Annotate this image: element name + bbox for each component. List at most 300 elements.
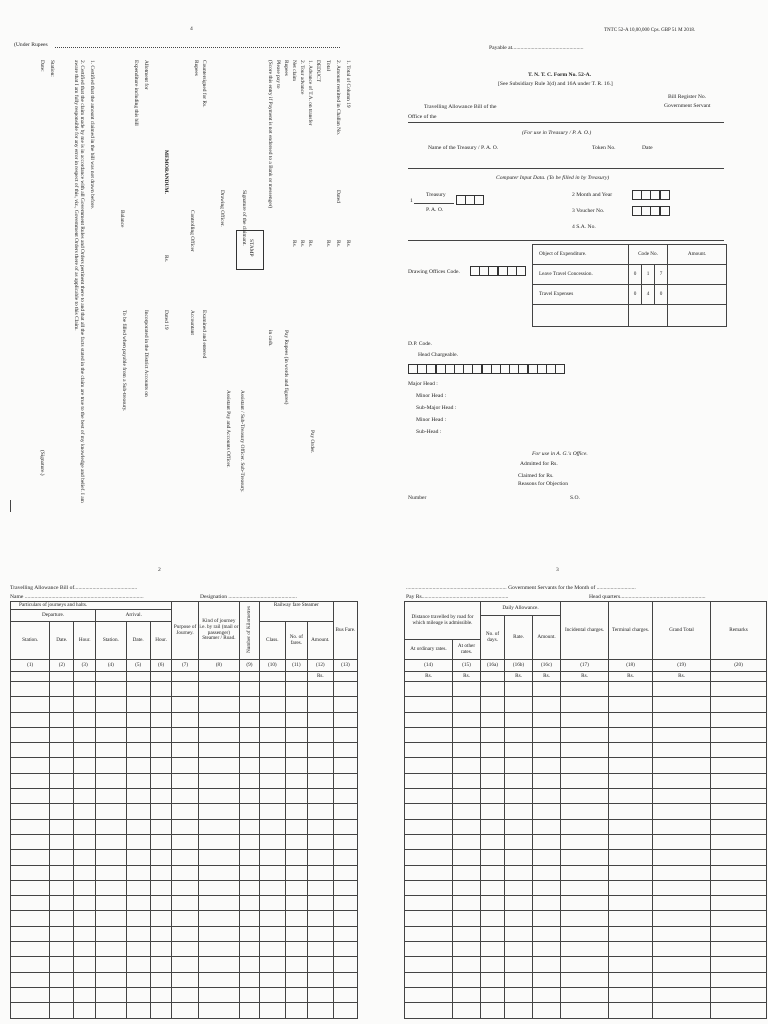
- entry-cell[interactable]: [74, 834, 96, 849]
- te-amount[interactable]: [668, 285, 727, 305]
- entry-cell[interactable]: [405, 942, 453, 957]
- entry-cell[interactable]: [561, 727, 609, 742]
- entry-cell[interactable]: [481, 865, 505, 880]
- entry-cell[interactable]: [307, 712, 333, 727]
- entry-cell[interactable]: [333, 850, 357, 865]
- entry-cell[interactable]: [172, 727, 198, 742]
- entry-cell[interactable]: [259, 682, 285, 697]
- entry-cell[interactable]: [126, 1003, 150, 1018]
- entry-cell[interactable]: [333, 834, 357, 849]
- entry-cell[interactable]: [259, 1003, 285, 1018]
- entry-cell[interactable]: [711, 743, 767, 758]
- entry-cell[interactable]: [50, 880, 74, 895]
- entry-cell[interactable]: [11, 957, 50, 972]
- entry-cell[interactable]: [285, 865, 307, 880]
- entry-cell[interactable]: [533, 712, 561, 727]
- entry-cell[interactable]: [481, 880, 505, 895]
- entry-cell[interactable]: [307, 987, 333, 1002]
- entry-cell[interactable]: [711, 712, 767, 727]
- entry-cell[interactable]: [453, 682, 481, 697]
- entry-cell[interactable]: [505, 712, 533, 727]
- entry-cell[interactable]: [711, 773, 767, 788]
- entry-cell[interactable]: [240, 682, 260, 697]
- entry-cell[interactable]: [561, 682, 609, 697]
- entry-cell[interactable]: [96, 789, 127, 804]
- entry-cell[interactable]: [505, 727, 533, 742]
- entry-cell[interactable]: [561, 880, 609, 895]
- entry-cell[interactable]: [285, 850, 307, 865]
- entry-cell[interactable]: [711, 727, 767, 742]
- entry-cell[interactable]: [240, 926, 260, 941]
- entry-cell[interactable]: [50, 865, 74, 880]
- entry-cell[interactable]: [240, 880, 260, 895]
- entry-cell[interactable]: [609, 789, 653, 804]
- entry-cell[interactable]: [405, 743, 453, 758]
- entry-cell[interactable]: [481, 682, 505, 697]
- entry-cell[interactable]: [711, 865, 767, 880]
- entry-cell[interactable]: [307, 789, 333, 804]
- entry-cell[interactable]: [240, 957, 260, 972]
- ltc-amount[interactable]: [668, 265, 727, 285]
- entry-cell[interactable]: [172, 957, 198, 972]
- entry-cell[interactable]: [240, 819, 260, 834]
- entry-cell[interactable]: [240, 804, 260, 819]
- entry-cell[interactable]: [561, 987, 609, 1002]
- entry-cell[interactable]: [711, 896, 767, 911]
- entry-cell[interactable]: [285, 957, 307, 972]
- entry-cell[interactable]: [259, 697, 285, 712]
- entry-cell[interactable]: [198, 850, 239, 865]
- entry-cell[interactable]: [453, 789, 481, 804]
- entry-cell[interactable]: [505, 972, 533, 987]
- entry-cell[interactable]: [96, 819, 127, 834]
- entry-cell[interactable]: [259, 834, 285, 849]
- entry-cell[interactable]: [285, 819, 307, 834]
- entry-cell[interactable]: [561, 743, 609, 758]
- entry-cell[interactable]: [333, 896, 357, 911]
- entry-cell[interactable]: [561, 957, 609, 972]
- entry-cell[interactable]: [198, 1003, 239, 1018]
- entry-cell[interactable]: [74, 926, 96, 941]
- entry-cell[interactable]: [533, 758, 561, 773]
- entry-cell[interactable]: [11, 819, 50, 834]
- entry-cell[interactable]: [11, 865, 50, 880]
- entry-cell[interactable]: [11, 987, 50, 1002]
- entry-cell[interactable]: [653, 880, 711, 895]
- entry-cell[interactable]: [240, 789, 260, 804]
- entry-cell[interactable]: [150, 758, 172, 773]
- entry-cell[interactable]: [126, 865, 150, 880]
- entry-cell[interactable]: [307, 804, 333, 819]
- entry-cell[interactable]: [307, 834, 333, 849]
- entry-cell[interactable]: [198, 865, 239, 880]
- entry-cell[interactable]: [333, 789, 357, 804]
- entry-cell[interactable]: [453, 712, 481, 727]
- entry-cell[interactable]: [453, 865, 481, 880]
- entry-cell[interactable]: [150, 727, 172, 742]
- entry-cell[interactable]: [609, 834, 653, 849]
- entry-cell[interactable]: [453, 972, 481, 987]
- entry-cell[interactable]: [259, 819, 285, 834]
- entry-cell[interactable]: [96, 896, 127, 911]
- entry-cell[interactable]: [653, 896, 711, 911]
- entry-cell[interactable]: [50, 896, 74, 911]
- entry-cell[interactable]: [172, 896, 198, 911]
- entry-cell[interactable]: [198, 911, 239, 926]
- entry-cell[interactable]: [150, 926, 172, 941]
- entry-cell[interactable]: [653, 789, 711, 804]
- entry-cell[interactable]: [405, 773, 453, 788]
- entry-cell[interactable]: [505, 896, 533, 911]
- entry-cell[interactable]: [333, 697, 357, 712]
- entry-cell[interactable]: [96, 712, 127, 727]
- entry-cell[interactable]: [150, 682, 172, 697]
- entry-cell[interactable]: [11, 1003, 50, 1018]
- entry-cell[interactable]: [405, 697, 453, 712]
- entry-cell[interactable]: [653, 957, 711, 972]
- entry-cell[interactable]: [609, 712, 653, 727]
- entry-cell[interactable]: [453, 987, 481, 1002]
- entry-cell[interactable]: [307, 850, 333, 865]
- entry-cell[interactable]: [172, 942, 198, 957]
- entry-cell[interactable]: [259, 911, 285, 926]
- entry-cell[interactable]: [307, 758, 333, 773]
- entry-cell[interactable]: [172, 865, 198, 880]
- entry-cell[interactable]: [74, 850, 96, 865]
- entry-cell[interactable]: [74, 880, 96, 895]
- entry-cell[interactable]: [505, 758, 533, 773]
- entry-cell[interactable]: [50, 926, 74, 941]
- entry-cell[interactable]: [405, 896, 453, 911]
- entry-cell[interactable]: [11, 804, 50, 819]
- entry-cell[interactable]: [259, 789, 285, 804]
- entry-cell[interactable]: [561, 834, 609, 849]
- entry-cell[interactable]: [126, 682, 150, 697]
- entry-cell[interactable]: [453, 697, 481, 712]
- entry-cell[interactable]: [96, 682, 127, 697]
- entry-cell[interactable]: [653, 850, 711, 865]
- entry-cell[interactable]: [405, 880, 453, 895]
- entry-cell[interactable]: [96, 850, 127, 865]
- entry-cell[interactable]: [198, 773, 239, 788]
- entry-cell[interactable]: [259, 942, 285, 957]
- entry-cell[interactable]: [50, 712, 74, 727]
- entry-cell[interactable]: [653, 819, 711, 834]
- entry-cell[interactable]: [74, 972, 96, 987]
- entry-cell[interactable]: [126, 727, 150, 742]
- entry-cell[interactable]: [150, 819, 172, 834]
- entry-cell[interactable]: [307, 880, 333, 895]
- entry-cell[interactable]: [609, 682, 653, 697]
- entry-cell[interactable]: [405, 987, 453, 1002]
- entry-cell[interactable]: [333, 926, 357, 941]
- entry-cell[interactable]: [533, 957, 561, 972]
- entry-cell[interactable]: [285, 682, 307, 697]
- entry-cell[interactable]: [50, 911, 74, 926]
- entry-cell[interactable]: [150, 865, 172, 880]
- entry-cell[interactable]: [609, 1003, 653, 1018]
- entry-cell[interactable]: [96, 758, 127, 773]
- entry-cell[interactable]: [453, 804, 481, 819]
- entry-cell[interactable]: [653, 926, 711, 941]
- entry-cell[interactable]: [711, 926, 767, 941]
- entry-cell[interactable]: [11, 712, 50, 727]
- entry-cell[interactable]: [405, 850, 453, 865]
- entry-cell[interactable]: [533, 727, 561, 742]
- entry-cell[interactable]: [561, 865, 609, 880]
- entry-cell[interactable]: [609, 865, 653, 880]
- entry-cell[interactable]: [50, 987, 74, 1002]
- entry-cell[interactable]: [653, 972, 711, 987]
- entry-cell[interactable]: [533, 880, 561, 895]
- entry-cell[interactable]: [150, 850, 172, 865]
- entry-cell[interactable]: [653, 804, 711, 819]
- entry-cell[interactable]: [259, 773, 285, 788]
- entry-cell[interactable]: [653, 1003, 711, 1018]
- entry-cell[interactable]: [150, 743, 172, 758]
- entry-cell[interactable]: [50, 957, 74, 972]
- entry-cell[interactable]: [711, 804, 767, 819]
- entry-cell[interactable]: [405, 804, 453, 819]
- entry-cell[interactable]: [561, 789, 609, 804]
- entry-cell[interactable]: [481, 834, 505, 849]
- entry-cell[interactable]: [198, 834, 239, 849]
- entry-cell[interactable]: [533, 865, 561, 880]
- entry-cell[interactable]: [259, 880, 285, 895]
- entry-cell[interactable]: [453, 850, 481, 865]
- entry-cell[interactable]: [333, 880, 357, 895]
- entry-cell[interactable]: [74, 1003, 96, 1018]
- entry-cell[interactable]: [533, 682, 561, 697]
- entry-cell[interactable]: [259, 758, 285, 773]
- entry-cell[interactable]: [453, 942, 481, 957]
- entry-cell[interactable]: [561, 819, 609, 834]
- entry-cell[interactable]: [609, 758, 653, 773]
- entry-cell[interactable]: [333, 682, 357, 697]
- entry-cell[interactable]: [609, 926, 653, 941]
- entry-cell[interactable]: [711, 819, 767, 834]
- entry-cell[interactable]: [96, 865, 127, 880]
- entry-cell[interactable]: [505, 773, 533, 788]
- entry-cell[interactable]: [285, 789, 307, 804]
- entry-cell[interactable]: [285, 758, 307, 773]
- entry-cell[interactable]: [333, 743, 357, 758]
- entry-cell[interactable]: [453, 926, 481, 941]
- entry-cell[interactable]: [172, 834, 198, 849]
- entry-cell[interactable]: [405, 712, 453, 727]
- entry-cell[interactable]: [653, 987, 711, 1002]
- entry-cell[interactable]: [11, 942, 50, 957]
- entry-cell[interactable]: [172, 712, 198, 727]
- entry-cell[interactable]: [172, 987, 198, 1002]
- entry-cell[interactable]: [453, 957, 481, 972]
- entry-cell[interactable]: [172, 682, 198, 697]
- entry-cell[interactable]: [333, 819, 357, 834]
- entry-cell[interactable]: [307, 911, 333, 926]
- entry-cell[interactable]: [481, 850, 505, 865]
- entry-cell[interactable]: [240, 865, 260, 880]
- entry-cell[interactable]: [172, 789, 198, 804]
- entry-cell[interactable]: [74, 942, 96, 957]
- entry-cell[interactable]: [240, 727, 260, 742]
- entry-cell[interactable]: [307, 972, 333, 987]
- entry-cell[interactable]: [126, 712, 150, 727]
- entry-cell[interactable]: [74, 682, 96, 697]
- entry-cell[interactable]: [711, 987, 767, 1002]
- entry-cell[interactable]: [711, 850, 767, 865]
- entry-cell[interactable]: [653, 697, 711, 712]
- entry-cell[interactable]: [172, 1003, 198, 1018]
- entry-cell[interactable]: [96, 972, 127, 987]
- entry-cell[interactable]: [50, 972, 74, 987]
- entry-cell[interactable]: [505, 834, 533, 849]
- entry-cell[interactable]: [533, 850, 561, 865]
- entry-cell[interactable]: [150, 942, 172, 957]
- entry-cell[interactable]: [711, 942, 767, 957]
- entry-cell[interactable]: [653, 865, 711, 880]
- entry-cell[interactable]: [405, 682, 453, 697]
- entry-cell[interactable]: [481, 758, 505, 773]
- entry-cell[interactable]: [74, 697, 96, 712]
- entry-cell[interactable]: [126, 758, 150, 773]
- entry-cell[interactable]: [11, 727, 50, 742]
- entry-cell[interactable]: [533, 743, 561, 758]
- entry-cell[interactable]: [96, 1003, 127, 1018]
- entry-cell[interactable]: [74, 896, 96, 911]
- entry-cell[interactable]: [307, 819, 333, 834]
- entry-cell[interactable]: [609, 911, 653, 926]
- entry-cell[interactable]: [240, 712, 260, 727]
- entry-cell[interactable]: [150, 896, 172, 911]
- entry-cell[interactable]: [198, 957, 239, 972]
- entry-cell[interactable]: [285, 942, 307, 957]
- entry-cell[interactable]: [285, 697, 307, 712]
- entry-cell[interactable]: [481, 712, 505, 727]
- entry-cell[interactable]: [172, 804, 198, 819]
- entry-cell[interactable]: [505, 743, 533, 758]
- entry-cell[interactable]: [453, 819, 481, 834]
- entry-cell[interactable]: [11, 743, 50, 758]
- entry-cell[interactable]: [505, 697, 533, 712]
- entry-cell[interactable]: [285, 972, 307, 987]
- entry-cell[interactable]: [481, 743, 505, 758]
- entry-cell[interactable]: [505, 987, 533, 1002]
- entry-cell[interactable]: [74, 865, 96, 880]
- entry-cell[interactable]: [50, 773, 74, 788]
- entry-cell[interactable]: [609, 942, 653, 957]
- entry-cell[interactable]: [150, 697, 172, 712]
- entry-cell[interactable]: [240, 697, 260, 712]
- entry-cell[interactable]: [96, 727, 127, 742]
- entry-cell[interactable]: [481, 911, 505, 926]
- entry-cell[interactable]: [505, 880, 533, 895]
- entry-cell[interactable]: [533, 804, 561, 819]
- entry-cell[interactable]: [240, 1003, 260, 1018]
- entry-cell[interactable]: [259, 712, 285, 727]
- entry-cell[interactable]: [453, 743, 481, 758]
- entry-cell[interactable]: [74, 727, 96, 742]
- entry-cell[interactable]: [259, 865, 285, 880]
- entry-cell[interactable]: [50, 819, 74, 834]
- entry-cell[interactable]: [96, 957, 127, 972]
- entry-cell[interactable]: [172, 819, 198, 834]
- entry-cell[interactable]: [307, 865, 333, 880]
- entry-cell[interactable]: [126, 789, 150, 804]
- entry-cell[interactable]: [259, 957, 285, 972]
- entry-cell[interactable]: [307, 743, 333, 758]
- entry-cell[interactable]: [172, 972, 198, 987]
- entry-cell[interactable]: [711, 834, 767, 849]
- entry-cell[interactable]: [307, 773, 333, 788]
- entry-cell[interactable]: [150, 834, 172, 849]
- entry-cell[interactable]: [333, 942, 357, 957]
- entry-cell[interactable]: [609, 957, 653, 972]
- entry-cell[interactable]: [74, 957, 96, 972]
- entry-cell[interactable]: [561, 850, 609, 865]
- entry-cell[interactable]: [307, 697, 333, 712]
- entry-cell[interactable]: [11, 880, 50, 895]
- entry-cell[interactable]: [405, 819, 453, 834]
- entry-cell[interactable]: [50, 697, 74, 712]
- entry-cell[interactable]: [711, 758, 767, 773]
- entry-cell[interactable]: [96, 773, 127, 788]
- entry-cell[interactable]: [533, 773, 561, 788]
- entry-cell[interactable]: [285, 804, 307, 819]
- entry-cell[interactable]: [609, 819, 653, 834]
- entry-cell[interactable]: [126, 834, 150, 849]
- entry-cell[interactable]: [96, 926, 127, 941]
- entry-cell[interactable]: [198, 789, 239, 804]
- entry-cell[interactable]: [259, 972, 285, 987]
- entry-cell[interactable]: [96, 697, 127, 712]
- entry-cell[interactable]: [126, 942, 150, 957]
- entry-cell[interactable]: [481, 896, 505, 911]
- entry-cell[interactable]: [333, 957, 357, 972]
- entry-cell[interactable]: [74, 758, 96, 773]
- entry-cell[interactable]: [74, 804, 96, 819]
- entry-cell[interactable]: [453, 896, 481, 911]
- entry-cell[interactable]: [74, 987, 96, 1002]
- entry-cell[interactable]: [285, 834, 307, 849]
- entry-cell[interactable]: [285, 880, 307, 895]
- entry-cell[interactable]: [285, 743, 307, 758]
- entry-cell[interactable]: [653, 942, 711, 957]
- entry-cell[interactable]: [609, 727, 653, 742]
- entry-cell[interactable]: [505, 926, 533, 941]
- entry-cell[interactable]: [609, 773, 653, 788]
- entry-cell[interactable]: [453, 773, 481, 788]
- entry-cell[interactable]: [481, 819, 505, 834]
- entry-cell[interactable]: [307, 1003, 333, 1018]
- entry-cell[interactable]: [126, 697, 150, 712]
- entry-cell[interactable]: [453, 727, 481, 742]
- entry-cell[interactable]: [561, 911, 609, 926]
- entry-cell[interactable]: [609, 743, 653, 758]
- entry-cell[interactable]: [285, 911, 307, 926]
- entry-cell[interactable]: [240, 758, 260, 773]
- entry-cell[interactable]: [405, 926, 453, 941]
- entry-cell[interactable]: [240, 972, 260, 987]
- entry-cell[interactable]: [172, 926, 198, 941]
- entry-cell[interactable]: [172, 743, 198, 758]
- entry-cell[interactable]: [307, 727, 333, 742]
- entry-cell[interactable]: [240, 850, 260, 865]
- entry-cell[interactable]: [533, 926, 561, 941]
- entry-cell[interactable]: [561, 1003, 609, 1018]
- entry-cell[interactable]: [50, 682, 74, 697]
- entry-cell[interactable]: [405, 834, 453, 849]
- entry-cell[interactable]: [653, 682, 711, 697]
